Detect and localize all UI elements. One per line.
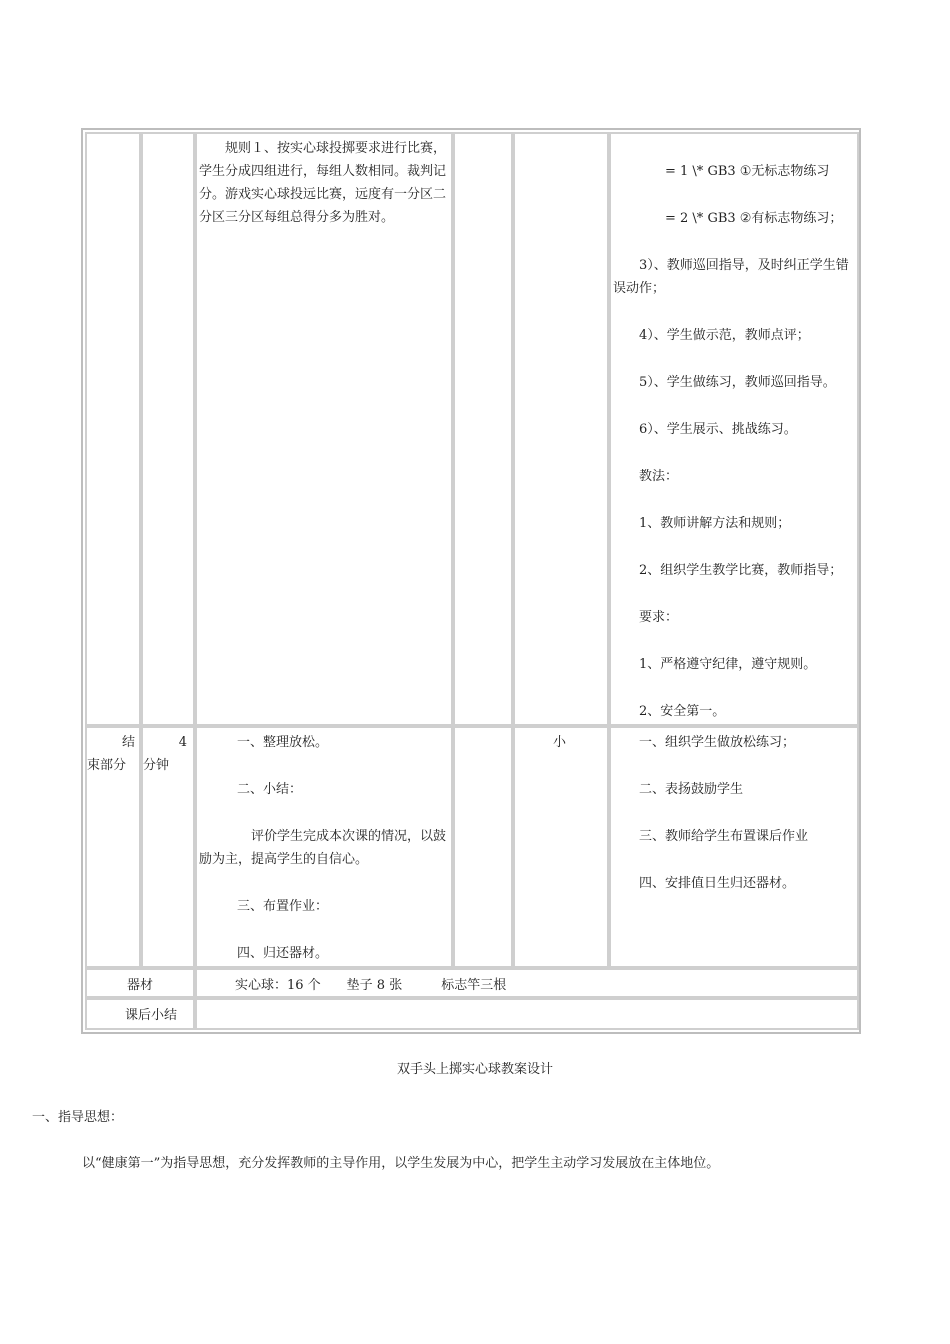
equipment-value: 实心球：16 个 垫子 8 张 标志竿三根 (235, 978, 507, 993)
row1-part-cell (85, 132, 141, 726)
org-line-10: 要求： (639, 610, 679, 625)
org-line-12: 2、安全第一。 (639, 704, 726, 719)
row1-time-cell (141, 132, 195, 726)
org-line-2: = 2 \* GB3 ②有标志物练习； (665, 211, 843, 226)
ending-time-number: 4 (178, 735, 187, 750)
org-line-11: 1、严格遵守纪律，遵守规则。 (639, 657, 817, 672)
ending-time-unit: 分钟 (143, 758, 170, 773)
ending-part-label-b: 束部分 (87, 758, 127, 773)
ending-content-line-4: 三、布置作业： (237, 899, 329, 914)
row1-organization-cell (609, 132, 859, 726)
org-line-7: 教法： (639, 469, 679, 484)
ending-time-cell (141, 726, 195, 968)
ending-organization-cell (609, 726, 859, 968)
lesson-plan-table (81, 128, 861, 1034)
equipment-label-cell (85, 968, 195, 998)
ending-org-line-4: 四、安排值日生归还器材。 (639, 876, 796, 891)
org-line-4: 4）、学生做示范，教师点评； (639, 328, 810, 343)
ending-col4-cell (453, 726, 513, 968)
ending-intensity-cell (513, 726, 609, 968)
ending-part-label-a: 结 (121, 735, 135, 750)
ending-intensity-value: 小 (553, 735, 567, 750)
ending-content-line-5: 四、归还器材。 (237, 946, 329, 961)
section-heading-guiding-ideology: 一、指导思想： (32, 1110, 124, 1125)
ending-org-line-1: 一、组织学生做放松练习； (639, 735, 796, 750)
org-line-1: = 1 \* GB3 ①无标志物练习 (665, 164, 830, 179)
ending-content-line-1: 一、整理放松。 (237, 735, 329, 750)
guiding-ideology-paragraph: 以“健康第一”为指导思想，充分发挥教师的主导作用，以学生发展为中心，把学生主动学习发展放在主体地位。 (82, 1156, 720, 1171)
equipment-value-cell (195, 968, 859, 998)
ending-content-cell (195, 726, 453, 968)
equipment-label: 器材 (126, 978, 153, 993)
summary-value-cell (195, 998, 859, 1030)
org-line-8: 1、教师讲解方法和规则； (639, 516, 791, 531)
row1-col5-cell (513, 132, 609, 726)
org-line-9: 2、组织学生教学比赛，教师指导； (639, 563, 843, 578)
ending-content-line-3: 评价学生完成本次课的情况，以鼓励为主，提高学生的自信心。 (199, 829, 447, 867)
ending-content-line-2: 二、小结： (237, 782, 303, 797)
game-rules-text: 规则１、按实心球投掷要求进行比赛，学生分成四组进行，每组人数相同。裁判记分。游戏实心球投远比赛，远度有一分区二分区三分区每组总得分多为胜对。 (199, 141, 447, 225)
org-line-5: 5）、学生做练习，教师巡回指导。 (639, 375, 836, 390)
row1-content-cell (195, 132, 453, 726)
org-line-3: 3）、教师巡回指导，及时纠正学生错误动作； (613, 258, 849, 296)
ending-org-line-3: 三、教师给学生布置课后作业 (639, 829, 809, 844)
org-line-6: 6）、学生展示、挑战练习。 (639, 422, 797, 437)
ending-part-cell (85, 726, 141, 968)
summary-label: 课后小结 (125, 1008, 178, 1023)
summary-label-cell (85, 998, 195, 1030)
row1-col4-cell (453, 132, 513, 726)
document-title: 双手头上掷实心球教案设计 (396, 1062, 553, 1077)
ending-org-line-2: 二、表扬鼓励学生 (639, 782, 744, 797)
